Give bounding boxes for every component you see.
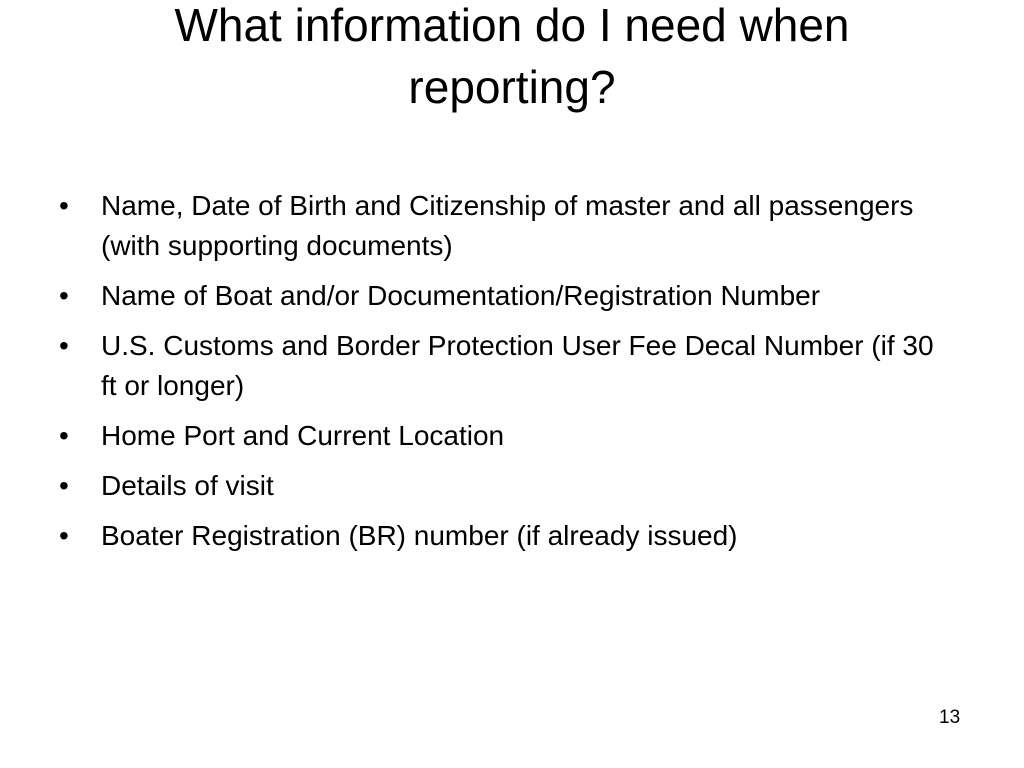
bullet-text: Boater Registration (BR) number (if already issued) — [101, 520, 738, 551]
bullet-marker: • — [59, 190, 69, 221]
bullet-marker: • — [59, 470, 69, 501]
bullet-marker: • — [59, 520, 69, 551]
bullet-item-br-number — [56, 516, 936, 556]
bullet-list — [56, 186, 936, 566]
bullet-text: Home Port and Current Location — [101, 420, 505, 451]
slide-number: 13 — [939, 707, 961, 728]
bullet-item-citizenship — [56, 186, 936, 266]
slide-title — [40, 0, 984, 118]
bullet-text: Details of visit — [101, 470, 274, 501]
bullet-text: U.S. Customs and Border Protection User Fee Decal Number (if 30 ft or longer) — [101, 330, 934, 401]
slide-title-line-2: reporting? — [408, 61, 616, 113]
bullet-item-boat-name — [56, 276, 936, 316]
bullet-text: Name of Boat and/or Documentation/Registration Number — [101, 280, 821, 311]
bullet-item-visit-details — [56, 466, 936, 506]
bullet-marker: • — [59, 330, 69, 361]
bullet-marker: • — [59, 420, 69, 451]
bullet-item-user-fee-decal — [56, 326, 936, 406]
slide-title-line-1: What information do I need when — [174, 0, 850, 51]
bullet-text: Name, Date of Birth and Citizenship of master and all passengers (with supporting documents) — [101, 190, 914, 261]
bullet-item-home-port — [56, 416, 936, 456]
bullet-marker: • — [59, 280, 69, 311]
